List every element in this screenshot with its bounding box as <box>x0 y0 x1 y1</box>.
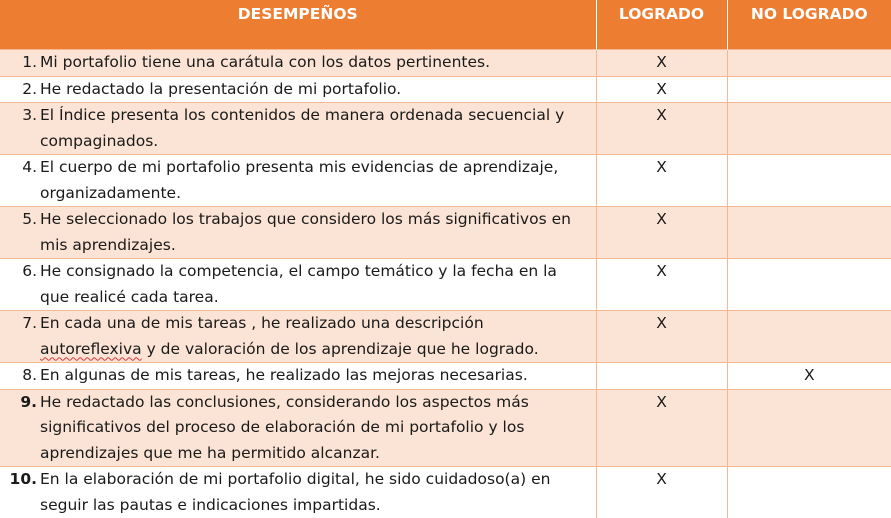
row-text <box>40 311 596 362</box>
table-row <box>0 50 891 77</box>
row-text: El cuerpo de mi portafolio presenta mis evidencias de aprendizaje, organizadamente. <box>40 155 596 206</box>
row-description-cell <box>0 259 596 311</box>
logrado-cell[interactable]: X <box>596 103 727 155</box>
header-desempenos: DESEMPEÑOS <box>0 0 596 50</box>
row-number: 6. <box>0 259 40 310</box>
no-logrado-cell[interactable]: X <box>727 363 891 390</box>
no-logrado-cell[interactable] <box>727 311 891 363</box>
no-logrado-cell[interactable] <box>727 103 891 155</box>
no-logrado-cell[interactable] <box>727 76 891 103</box>
row-text: El Índice presenta los contenidos de manera ordenada secuencial y compaginados. <box>40 103 596 154</box>
no-logrado-cell[interactable] <box>727 50 891 77</box>
table-row <box>0 103 891 155</box>
row-description-cell <box>0 103 596 155</box>
table-row <box>0 311 891 363</box>
row-description-cell <box>0 76 596 103</box>
table-row <box>0 389 891 467</box>
no-logrado-cell[interactable] <box>727 259 891 311</box>
table-row <box>0 207 891 259</box>
logrado-cell[interactable]: X <box>596 50 727 77</box>
row-number: 3. <box>0 103 40 154</box>
row-number: 8. <box>0 363 40 389</box>
row-text: En la elaboración de mi portafolio digital, he sido cuidadoso(a) en seguir las pautas e indicaciones impartidas. <box>40 467 596 518</box>
row-description-cell <box>0 155 596 207</box>
row-text-part: En cada una de mis tareas , he realizado una descripción <box>40 314 484 332</box>
table-row <box>0 467 891 518</box>
row-text: He redactado las conclusiones, considerando los aspectos más significativos del proceso de elaboración de mi portafolio y los aprendizajes que me ha permitido alcanzar. <box>40 390 596 467</box>
logrado-cell[interactable]: X <box>596 311 727 363</box>
table-row <box>0 76 891 103</box>
row-text: He consignado la competencia, el campo temático y la fecha en la que realicé cada tarea. <box>40 259 596 310</box>
no-logrado-cell[interactable] <box>727 155 891 207</box>
row-description-cell <box>0 467 596 518</box>
logrado-cell[interactable] <box>596 363 727 390</box>
row-number: 10. <box>0 467 40 518</box>
row-text: He redactado la presentación de mi portafolio. <box>40 77 596 103</box>
row-description-cell <box>0 311 596 363</box>
row-number: 4. <box>0 155 40 206</box>
table-row <box>0 363 891 390</box>
row-description-cell <box>0 207 596 259</box>
misspelled-word: autoreflexiva <box>40 340 142 358</box>
row-number: 5. <box>0 207 40 258</box>
table-row <box>0 155 891 207</box>
no-logrado-cell[interactable] <box>727 389 891 467</box>
logrado-cell[interactable]: X <box>596 389 727 467</box>
logrado-cell[interactable]: X <box>596 76 727 103</box>
row-text: En algunas de mis tareas, he realizado las mejoras necesarias. <box>40 363 596 389</box>
row-number: 1. <box>0 50 40 76</box>
logrado-cell[interactable]: X <box>596 155 727 207</box>
row-text-part: y de valoración de los aprendizaje que he logrado. <box>142 340 539 358</box>
header-logrado: LOGRADO <box>596 0 727 50</box>
logrado-cell[interactable]: X <box>596 259 727 311</box>
table-header-row <box>0 0 891 50</box>
row-description-cell <box>0 363 596 390</box>
header-no-logrado: NO LOGRADO <box>727 0 891 50</box>
row-description-cell <box>0 389 596 467</box>
row-text: He seleccionado los trabajos que considero los más significativos en mis aprendizajes. <box>40 207 596 258</box>
no-logrado-cell[interactable] <box>727 467 891 518</box>
row-number: 9. <box>0 390 40 467</box>
no-logrado-cell[interactable] <box>727 207 891 259</box>
row-number: 7. <box>0 311 40 362</box>
row-number: 2. <box>0 77 40 103</box>
table-row <box>0 259 891 311</box>
logrado-cell[interactable]: X <box>596 207 727 259</box>
logrado-cell[interactable]: X <box>596 467 727 518</box>
row-description-cell <box>0 50 596 77</box>
row-text: Mi portafolio tiene una carátula con los datos pertinentes. <box>40 50 596 76</box>
